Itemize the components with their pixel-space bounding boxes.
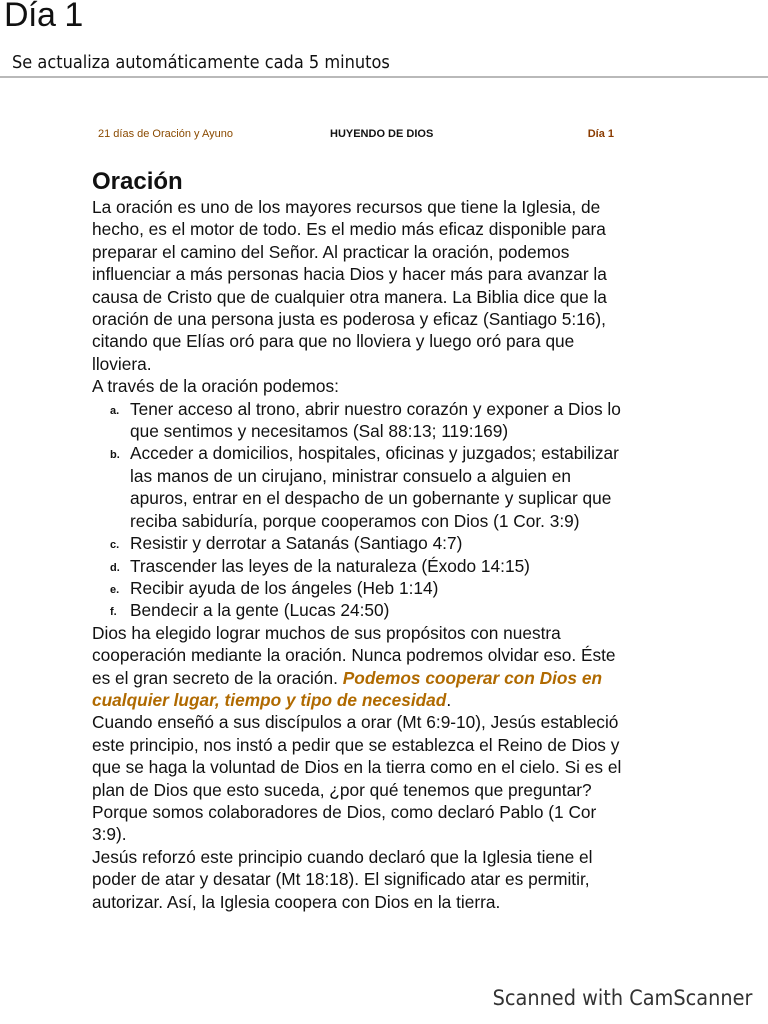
highlighted-phrase: Podemos cooperar con Dios en cualquier lugar, tiempo y tipo de necesidad <box>92 667 603 710</box>
list-marker: e. <box>110 583 120 596</box>
cooperation-text: Dios ha elegido lograr muchos de sus propósitos con nuestra cooperación mediante la oración. Nunca podremos olvidar eso. Éste es el gran secreto de la oración. <box>92 622 616 688</box>
jesus-teaching-paragraph: Cuando enseñó a sus discípulos a orar (Mt 6:9-10), Jesús estableció este principio, nos instó a pedir que se establezca el Reino de Dios y que se haga la voluntad de Dios en la tierra como en el cielo. Si es el plan de Dios que esto suceda, ¿por qué tenemos que preguntar? Porque somos colaboradores de Dios, como declaró Pablo (1 Cor 3:9). <box>92 712 622 845</box>
list-item <box>110 442 622 532</box>
auto-update-subtitle: Se actualiza automáticamente cada 5 minutos <box>12 52 390 73</box>
list-item-text: Bendecir a la gente (Lucas 24:50) <box>130 600 390 621</box>
list-item-text: Recibir ayuda de los ángeles (Heb 1:14) <box>130 577 439 598</box>
list-item <box>110 398 622 443</box>
list-item <box>110 555 622 577</box>
list-item <box>110 577 622 599</box>
list-item-text: Resistir y derrotar a Satanás (Santiago 4:7) <box>130 533 463 554</box>
list-marker: f. <box>110 606 117 619</box>
section-heading: Oración <box>92 168 183 195</box>
running-header-left: 21 días de Oración y Ayuno <box>98 128 233 140</box>
list-marker: b. <box>110 449 120 462</box>
running-header-center: HUYENDO DE DIOS <box>330 128 434 140</box>
list-item-text: Tener acceso al trono, abrir nuestro corazón y exponer a Dios lo que sentimos y necesitamos (Sal 88:13; 119:169) <box>130 398 621 442</box>
prayer-benefits-list <box>92 398 622 622</box>
list-marker: c. <box>110 539 120 552</box>
list-marker: a. <box>110 404 120 417</box>
cooperation-paragraph <box>92 622 622 712</box>
binding-paragraph: Jesús reforzó este principio cuando declaró que la Iglesia tiene el poder de atar y desatar (Mt 18:18). El significado atar es permitir, autorizar. Así, la Iglesia coopera con Dios en la tierra. <box>92 846 593 912</box>
cooperation-text-end: . <box>446 689 452 710</box>
running-header-right: Día 1 <box>587 128 614 140</box>
scanner-watermark: Scanned with CamScanner <box>492 986 752 1010</box>
list-marker: d. <box>110 561 120 574</box>
document-page <box>92 128 622 913</box>
list-item-text: Acceder a domicilios, hospitales, oficinas y juzgados; estabilizar las manos de un cirujano, ministrar consuelo a alguien en apuros, entrar en el despacho de un gobernante y suplicar que reciba sabiduría, porque cooperamos con Dios (1 Cor. 3:9) <box>130 443 619 531</box>
list-item <box>110 532 622 554</box>
header-divider <box>0 76 768 78</box>
list-item-text: Trascender las leyes de la naturaleza (Éxodo 14:15) <box>130 555 530 576</box>
list-item <box>110 599 622 621</box>
app-title: Día 1 <box>4 0 83 34</box>
running-header <box>92 128 622 146</box>
intro-paragraph: La oración es uno de los mayores recursos que tiene la Iglesia, de hecho, es el motor de todo. Es el medio más eficaz disponible para preparar el camino del Señor. Al practicar la oración, podemos influenciar a más personas hacia Dios y hacer más para avanzar la causa de Cristo que de cualquier otra manera. La Biblia dice que la oración de una persona justa es poderosa y eficaz (Santiago 5:16), citando que Elías oró para que no lloviera y luego oró para que lloviera. <box>92 197 607 374</box>
list-intro: A través de la oración podemos: <box>92 376 339 397</box>
